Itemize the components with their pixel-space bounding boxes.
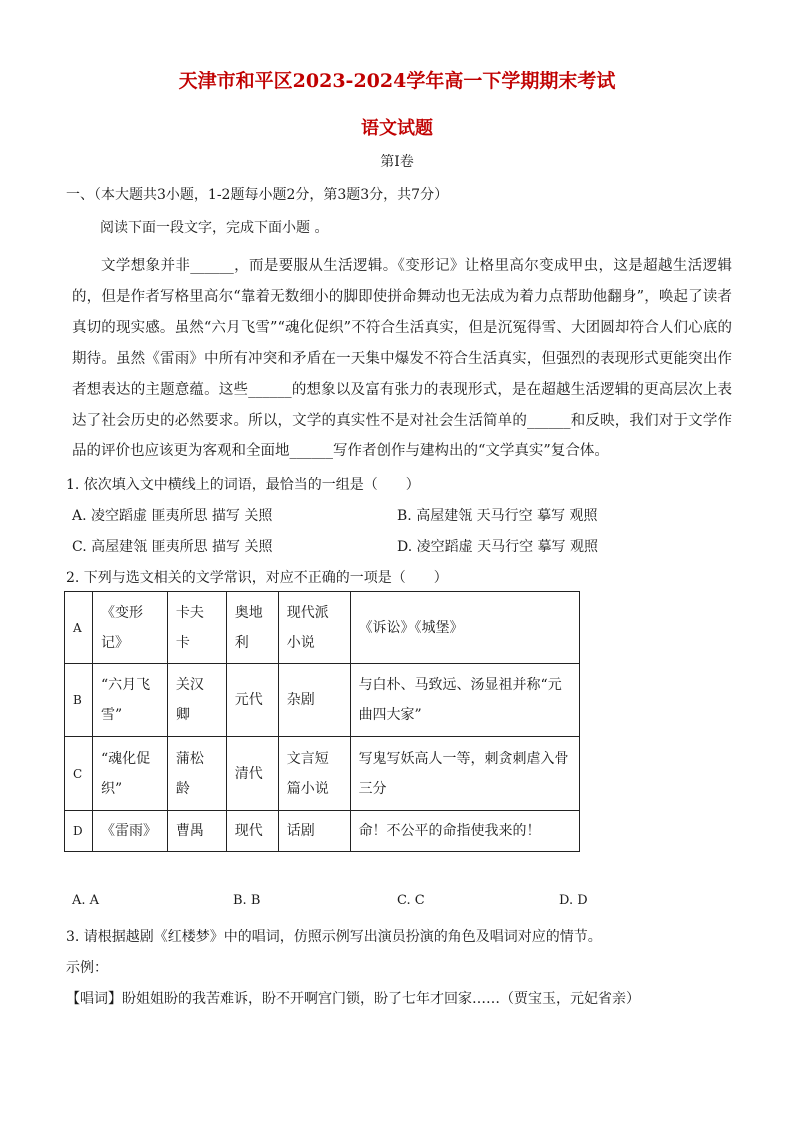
table-cell: 《变形记》 bbox=[92, 592, 167, 664]
table-cell: 命！不公平的命指使我来的！ bbox=[350, 811, 579, 852]
section-heading: 一、（本大题共3小题，1-2题每小题2分，第3题3分，共7分） bbox=[66, 187, 449, 203]
table-row bbox=[65, 664, 580, 737]
q2-choice-d[interactable]: D. D bbox=[559, 893, 588, 908]
table-cell: 《诉讼》《城堡》 bbox=[350, 592, 579, 664]
table-cell: 现代派小说 bbox=[278, 592, 350, 664]
table-cell: 清代 bbox=[226, 737, 278, 811]
table-cell: 《雷雨》 bbox=[92, 811, 167, 852]
table-cell: “六月飞雪” bbox=[92, 664, 167, 737]
question-2-stem: 2. 下列与选文相关的文学常识，对应不正确的一项是（ ） bbox=[66, 570, 448, 586]
table-cell: 现代 bbox=[226, 811, 278, 852]
table-cell: A bbox=[65, 592, 93, 664]
volume-label: 第Ⅰ卷 bbox=[380, 154, 414, 170]
table-cell: 与白朴、马致远、汤显祖并称“元曲四大家” bbox=[350, 664, 579, 737]
table-cell: 元代 bbox=[226, 664, 278, 737]
table-cell: 话剧 bbox=[278, 811, 350, 852]
q1-option-b[interactable]: B. 高屋建瓴 天马行空 摹写 观照 bbox=[397, 508, 598, 524]
reading-passage: 文学想象并非______，而是要服从生活逻辑。《变形记》让格里高尔变成甲虫，这是超越生活逻辑的，但是作者写格里高尔“靠着无数细小的脚即使拼命舞动也无法成为着力点帮助他翻身”，唤起了读者真切的现实感。虽然“六月飞雪”“魂化促织”不符合生活真实，但是沉冤得雪、大团圆却符合人们心底的期待。虽然《雷雨》中所有冲突和矛盾在一天集中爆发不符合生活真实，但强烈的表现形式更能突出作者想表达的主题意蕴。这些______的想象以及富有张力的表现形式，是在超越生活逻辑的更高层次上表达了社会历史的必然要求。所以，文学的真实性不是对社会生活简单的______和反映，我们对于文学作品的评价也应该更为客观和全面地______写作者创作与建构出的“文学真实”复合体。 bbox=[72, 258, 732, 460]
table-row bbox=[65, 592, 580, 664]
q2-choice-b[interactable]: B. B bbox=[233, 893, 261, 908]
q2-choice-a[interactable]: A. A bbox=[72, 893, 100, 908]
table-cell: “魂化促织” bbox=[92, 737, 167, 811]
q1-option-c[interactable]: C. 高屋建瓴 匪夷所思 描写 关照 bbox=[72, 539, 273, 555]
table-cell: D bbox=[65, 811, 93, 852]
example-lyric: 【唱词】盼姐姐盼的我苦难诉，盼不开啊宫门锁，盼了七年才回家……（贾宝玉，元妃省亲） bbox=[66, 991, 640, 1007]
literature-table bbox=[64, 591, 580, 852]
table-cell: 关汉卿 bbox=[167, 664, 226, 737]
q2-choice-c[interactable]: C. C bbox=[397, 893, 425, 908]
exam-subtitle: 语文试题 bbox=[361, 118, 433, 139]
table-cell: 文言短篇小说 bbox=[278, 737, 350, 811]
question-3-stem: 3. 请根据越剧《红楼梦》中的唱词，仿照示例写出演员扮演的角色及唱词对应的情节。 bbox=[66, 929, 602, 945]
table-row bbox=[65, 737, 580, 811]
table-cell: 奥地利 bbox=[226, 592, 278, 664]
example-label: 示例： bbox=[66, 960, 108, 976]
exam-title: 天津市和平区2023-2024学年高一下学期期末考试 bbox=[178, 70, 616, 92]
table-row bbox=[65, 811, 580, 852]
q1-option-a[interactable]: A. 凌空蹈虚 匪夷所思 描写 关照 bbox=[72, 508, 273, 524]
table-cell: B bbox=[65, 664, 93, 737]
table-cell: 曹禺 bbox=[167, 811, 226, 852]
question-1-stem: 1. 依次填入文中横线上的词语，最恰当的一组是（ ） bbox=[66, 477, 420, 493]
table-cell: 杂剧 bbox=[278, 664, 350, 737]
table-cell: 卡夫卡 bbox=[167, 592, 226, 664]
table-cell: 写鬼写妖高人一等，刺贪刺虐入骨三分 bbox=[350, 737, 579, 811]
q1-option-d[interactable]: D. 凌空蹈虚 天马行空 摹写 观照 bbox=[397, 539, 598, 555]
reading-instruction: 阅读下面一段文字，完成下面小题 。 bbox=[100, 220, 329, 236]
table-cell: 蒲松龄 bbox=[167, 737, 226, 811]
table-cell: C bbox=[65, 737, 93, 811]
